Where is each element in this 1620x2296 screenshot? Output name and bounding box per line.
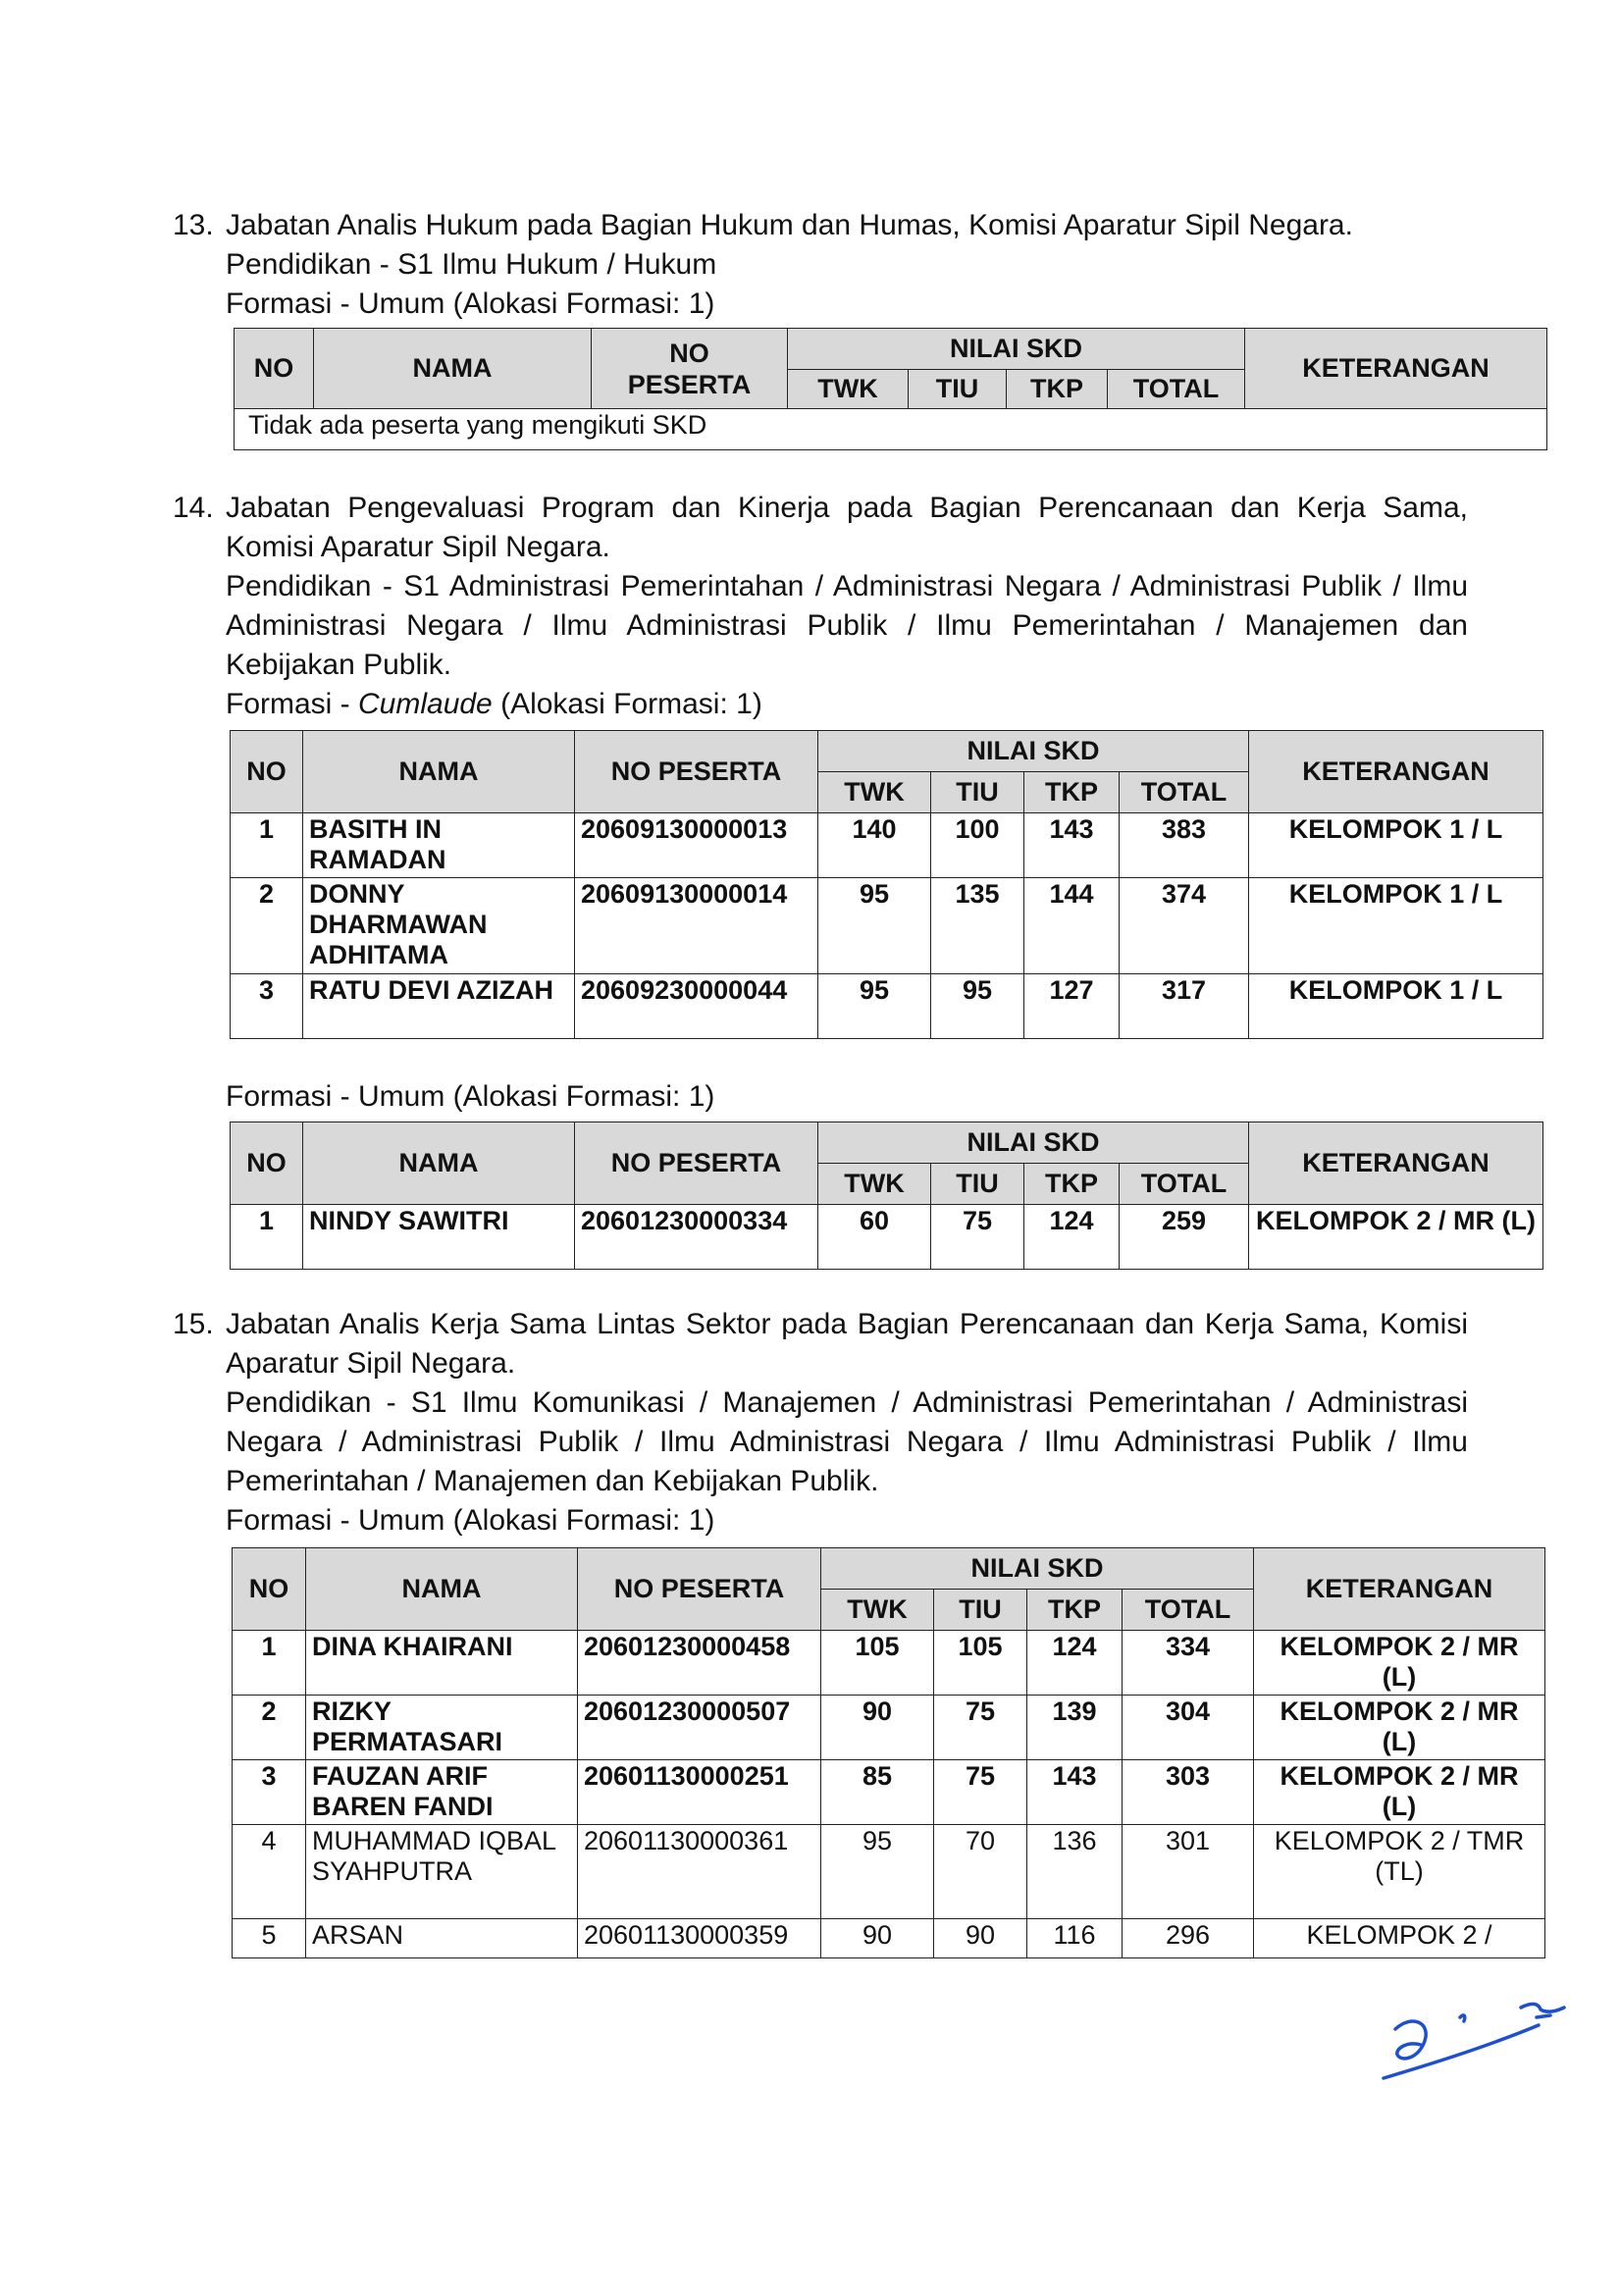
cell-twk: 95 (818, 878, 931, 974)
header-twk: TWK (821, 1590, 934, 1631)
cell-nama: DONNY DHARMAWAN ADHITAMA (303, 878, 575, 974)
cell-peserta: 20601230000507 (578, 1696, 821, 1760)
cell-tkp: 136 (1027, 1825, 1123, 1919)
header-no-peserta (592, 329, 788, 409)
cell-tkp: 116 (1027, 1919, 1123, 1958)
cell-twk: 140 (818, 813, 931, 878)
skd-table-14-umum (230, 1122, 1543, 1270)
cell-total: 334 (1123, 1631, 1254, 1696)
cell-twk: 105 (821, 1631, 934, 1696)
cell-tkp: 143 (1027, 1760, 1123, 1825)
cell-twk: 85 (821, 1760, 934, 1825)
cell-peserta: 20601130000361 (578, 1825, 821, 1919)
empty-note: Tidak ada peserta yang mengikuti SKD (235, 409, 1547, 450)
cell-nama: BASITH IN RAMADAN (303, 813, 575, 878)
cell-no: 3 (231, 974, 303, 1039)
formasi-cumlaude-label (226, 685, 1468, 724)
cell-nama: DINA KHAIRANI (306, 1631, 578, 1696)
header-total: TOTAL (1120, 1164, 1249, 1205)
table-row (231, 878, 1543, 974)
header-nama: NAMA (303, 1122, 575, 1205)
skd-table-13 (234, 328, 1547, 450)
header-twk: TWK (788, 370, 909, 409)
header-nilai-skd: NILAI SKD (788, 329, 1245, 370)
skd-table-14-cumlaude (230, 730, 1543, 1039)
cell-no: 2 (231, 878, 303, 974)
item-title-text: Jabatan Analis Hukum pada Bagian Hukum dan Humas, Komisi Aparatur Sipil Negara. (226, 209, 1353, 241)
cell-no: 4 (233, 1825, 306, 1919)
pendidikan-text: Pendidikan - S1 Ilmu Komunikasi / Manajemen / Administrasi Pemerintahan / Administrasi Negara / Administrasi Publik / Ilmu Administrasi Negara / Ilmu Administrasi Publik / Ilmu Pemerintahan / Manajemen dan Kebijakan Publik. (226, 1386, 1468, 1497)
header-tiu: TIU (909, 370, 1007, 409)
header-nilai-skd: NILAI SKD (821, 1548, 1254, 1590)
table-row (233, 1696, 1545, 1760)
cell-peserta: 20609130000013 (575, 813, 818, 878)
header-nama: NAMA (306, 1548, 578, 1631)
cell-total: 303 (1123, 1760, 1254, 1825)
formasi-prefix: Formasi - (226, 688, 358, 720)
header-no: NO (231, 1122, 303, 1205)
header-no: NO (233, 1548, 306, 1631)
header-no: NO (231, 731, 303, 813)
header-keterangan: KETERANGAN (1245, 329, 1547, 409)
table-row (231, 813, 1543, 878)
cell-tiu: 75 (934, 1760, 1027, 1825)
cell-total: 296 (1123, 1919, 1254, 1958)
header-total: TOTAL (1120, 772, 1249, 813)
cell-total: 317 (1120, 974, 1249, 1039)
item-title (173, 1305, 1468, 1383)
cell-tiu: 75 (931, 1205, 1024, 1270)
cell-twk: 95 (818, 974, 931, 1039)
header-no-peserta-line1: NO (669, 338, 709, 368)
cell-no: 3 (233, 1760, 306, 1825)
cell-keterangan: KELOMPOK 1 / L (1249, 878, 1543, 974)
cell-no: 1 (233, 1631, 306, 1696)
header-tiu: TIU (931, 1164, 1024, 1205)
handwritten-paraf-icon (1374, 1972, 1570, 2090)
cell-keterangan: KELOMPOK 2 / TMR (TL) (1254, 1825, 1545, 1919)
header-tkp: TKP (1024, 772, 1120, 813)
cell-total: 374 (1120, 878, 1249, 974)
cell-tkp: 127 (1024, 974, 1120, 1039)
header-total: TOTAL (1123, 1590, 1254, 1631)
cell-tkp: 124 (1024, 1205, 1120, 1270)
cell-keterangan: KELOMPOK 2 / MR (L) (1254, 1760, 1545, 1825)
cell-twk: 90 (821, 1696, 934, 1760)
header-tiu: TIU (934, 1590, 1027, 1631)
cell-tkp: 139 (1027, 1696, 1123, 1760)
cell-total: 304 (1123, 1696, 1254, 1760)
cell-tiu: 90 (934, 1919, 1027, 1958)
cell-peserta: 20601230000334 (575, 1205, 818, 1270)
header-tkp: TKP (1024, 1164, 1120, 1205)
header-tkp: TKP (1007, 370, 1108, 409)
table-row (231, 1205, 1543, 1270)
formasi-umum-label: Formasi - Umum (Alokasi Formasi: 1) (226, 1080, 715, 1113)
header-keterangan: KETERANGAN (1249, 1122, 1543, 1205)
header-tiu: TIU (931, 772, 1024, 813)
item-title-text: Jabatan Pengevaluasi Program dan Kinerja pada Bagian Perencanaan dan Kerja Sama, Komisi Aparatur Sipil Negara. (226, 492, 1468, 563)
header-keterangan: KETERANGAN (1249, 731, 1543, 813)
formasi-suffix: (Alokasi Formasi: 1) (492, 688, 762, 720)
cell-keterangan: KELOMPOK 1 / L (1249, 974, 1543, 1039)
cell-nama: MUHAMMAD IQBAL SYAHPUTRA (306, 1825, 578, 1919)
cell-peserta: 20609130000014 (575, 878, 818, 974)
header-keterangan: KETERANGAN (1254, 1548, 1545, 1631)
pendidikan-text: Pendidikan - S1 Ilmu Hukum / Hukum (226, 248, 717, 281)
cell-keterangan: KELOMPOK 2 / (1254, 1919, 1545, 1958)
table-row (233, 1825, 1545, 1919)
table-row (233, 1631, 1545, 1696)
item-number: 14. (173, 492, 214, 524)
header-total: TOTAL (1108, 370, 1245, 409)
cell-total: 383 (1120, 813, 1249, 878)
cell-nama: RATU DEVI AZIZAH (303, 974, 575, 1039)
cell-total: 301 (1123, 1825, 1254, 1919)
formasi-umum-label: Formasi - Umum (Alokasi Formasi: 1) (226, 1504, 715, 1537)
skd-table-15 (232, 1547, 1545, 1958)
pendidikan-text: Pendidikan - S1 Administrasi Pemerintahan / Administrasi Negara / Administrasi Publik / Ilmu Administrasi Negara / Ilmu Administrasi Publik / Ilmu Pemerintahan / Manajemen dan Kebijakan Publik. (226, 570, 1468, 681)
cell-tkp: 143 (1024, 813, 1120, 878)
header-no-peserta-line2: PESERTA (627, 369, 752, 399)
item-number: 13. (173, 209, 214, 241)
cell-keterangan: KELOMPOK 2 / MR (L) (1254, 1631, 1545, 1696)
header-no-peserta: NO PESERTA (575, 731, 818, 813)
cell-peserta: 20609230000044 (575, 974, 818, 1039)
cell-no: 1 (231, 1205, 303, 1270)
item-title-text: Jabatan Analis Kerja Sama Lintas Sektor pada Bagian Perencanaan dan Kerja Sama, Komisi Aparatur Sipil Negara. (226, 1308, 1468, 1380)
cell-no: 2 (233, 1696, 306, 1760)
header-no-peserta: NO PESERTA (575, 1122, 818, 1205)
cell-no: 1 (231, 813, 303, 878)
cell-peserta: 20601130000359 (578, 1919, 821, 1958)
table-row (231, 974, 1543, 1039)
formasi-umum-label: Formasi - Umum (Alokasi Formasi: 1) (226, 287, 715, 320)
cell-twk: 95 (821, 1825, 934, 1919)
header-no: NO (235, 329, 314, 409)
item-title (173, 489, 1468, 567)
cell-tiu: 105 (934, 1631, 1027, 1696)
header-nilai-skd: NILAI SKD (818, 731, 1249, 772)
cell-nama: ARSAN (306, 1919, 578, 1958)
table-row (233, 1919, 1545, 1958)
header-no-peserta: NO PESERTA (578, 1548, 821, 1631)
cell-twk: 90 (821, 1919, 934, 1958)
cell-keterangan: KELOMPOK 1 / L (1249, 813, 1543, 878)
cell-keterangan: KELOMPOK 2 / MR (L) (1249, 1205, 1543, 1270)
header-nama: NAMA (303, 731, 575, 813)
cell-peserta: 20601230000458 (578, 1631, 821, 1696)
cell-tiu: 95 (931, 974, 1024, 1039)
formasi-cumlaude-italic: Cumlaude (358, 688, 493, 720)
cell-total: 259 (1120, 1205, 1249, 1270)
header-twk: TWK (818, 772, 931, 813)
cell-tiu: 100 (931, 813, 1024, 878)
cell-nama: NINDY SAWITRI (303, 1205, 575, 1270)
header-nama: NAMA (314, 329, 592, 409)
cell-nama: RIZKY PERMATASARI (306, 1696, 578, 1760)
cell-tkp: 124 (1027, 1631, 1123, 1696)
header-nilai-skd: NILAI SKD (818, 1122, 1249, 1164)
cell-tiu: 75 (934, 1696, 1027, 1760)
cell-tiu: 135 (931, 878, 1024, 974)
cell-keterangan: KELOMPOK 2 / MR (L) (1254, 1696, 1545, 1760)
cell-tiu: 70 (934, 1825, 1027, 1919)
cell-twk: 60 (818, 1205, 931, 1270)
header-twk: TWK (818, 1164, 931, 1205)
cell-nama: FAUZAN ARIF BAREN FANDI (306, 1760, 578, 1825)
cell-tkp: 144 (1024, 878, 1120, 974)
item-title (173, 206, 1468, 245)
table-row (233, 1760, 1545, 1825)
item-number: 15. (173, 1308, 214, 1340)
header-tkp: TKP (1027, 1590, 1123, 1631)
cell-peserta: 20601130000251 (578, 1760, 821, 1825)
cell-no: 5 (233, 1919, 306, 1958)
